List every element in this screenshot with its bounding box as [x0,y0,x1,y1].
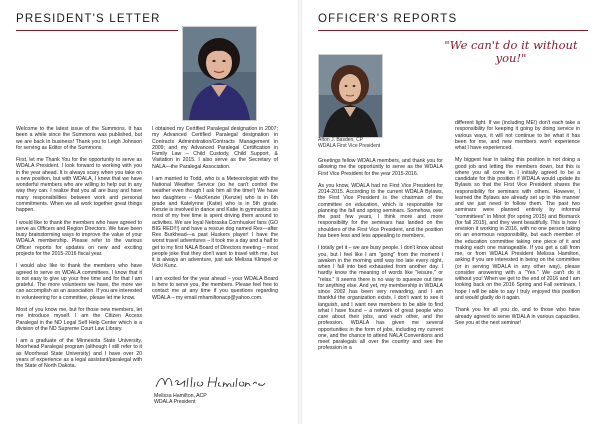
officers-reports-page [302,0,600,424]
caption-name: Afton J. Basden, CP [318,137,364,143]
signature-block [154,393,284,406]
photo-caption [318,137,418,149]
paragraph: I would like to thank the members who have agreed to serve as Officers and Region Directors. We have been busy brainstorming ways to improve the value of your WDALA membership. Please refer to the various Officer reports for updates on new and exciting projects for the 2015-2016 fiscal year. [16,219,142,257]
page-title: PRESIDENT'S LETTER [16,13,161,25]
paragraph: As you know, WDALA had no First Vice President for 2014-2015. According to the current WDALA Bylaws, the First Vice President is the chairman of the committee on education, which is responsible for planning the fall and spring seminars. Somehow, over the past few years, I think more and more responsibility for the seminars has landed on the shoulders of the First Vice President, and the position has been less and less appealing to members. [318,182,443,239]
paragraph: Greetings fellow WDALA members, and thank you for allowing me the opportunity to serve as the WDALA First Vice President for the year 2015-2016. [318,158,443,177]
handwritten-signature [154,373,272,391]
paragraph: Welcome to the latest issue of the Summons. It has been a while since the Summons was published, but we are back in business! Thank you to Leigh Johnson for serving as Editor of the Summons. [16,126,142,151]
portrait-photo [183,27,256,120]
paragraph: I am excited for the year ahead – your WDALA Board is here to serve you, the members. Please feel free to contact me at any time if you questions regarding WDALA – my email mhamiltonacp@yahoo.com. [152,275,278,301]
pull-quote: "We can't do it without you!" [444,38,578,65]
presidents-letter-page [0,0,298,424]
paragraph: I am a graduate of the Minnesota State University, Moorhead Paralegal program (although I still refer to it as Moorhead State University) and I have over 20 years of experience as a legal assistant/paralegal with the State of North Dakota. [16,338,142,370]
letter-column-2 [152,126,278,307]
caption-title: WDALA First Vice President [318,143,381,150]
president-portrait [182,26,257,121]
paragraph: My biggest fear in taking this position is not doing a good job and letting the members down, but this is where you all come in. I initially agreed to be a candidate for this position if WDALA would update its Bylaws so that the First Vice President shares the responsibility for seminars with others. However, I learned the Bylaws are already set up in this manner and we just need to follow them. The past two seminars were planned entirely by informal "committees" in Minot (for spring 2015) and Bismarck (for fall 2015), and they went beautifully. This is how I envision it working in 2016, with no one person taking on an enormous responsibility, but each member of the education committee taking one piece of it and making each one manageable. If you get a call from me, or from WDALA President Melissa Hamilton, asking if you are interested in being on the committee (or in serving WDALA in any other way), please consider answering with a "Yes." We can't do it without you! When we get to the end of 2016 and I am looking back on the 2016 Spring and Fall seminars, I hope I will be able to say I truly enjoyed this position and would gladly do it again. [455,157,580,301]
paragraph: I totally get it – we are busy people. I don't know about you, but I feel like I am "going" from the moment I awaken in the morning until way too late every night, when I fall into bed exhausted from another day. I hardly know the meaning of words like "leisure," or "relax." It seems there is no way to squeeze out time for anything else. And yet, my membership in WDALA since 2002 has been very rewarding, and I am thankful the organization exists. I don't want to see it languish, and I want new members to be able to find what I have found – a network of great people who care about their jobs, and each other, and the profession. WDALA has given me several opportunities in the form of jobs, including my current one, and the chance to attend NALA Conventions and meet paralegals all over the country and see the profession in a [318,245,443,352]
signature-title: WDALA President [154,399,196,406]
portrait-photo [319,55,382,137]
page-title: OFFICER'S REPORTS [318,13,458,25]
paragraph: Most of you know me, but for those new members, let me introduce myself. I am the Citizen Access Paralegal in the ND Legal Self Help Center which is a division of the ND Supreme Court Law Library. [16,307,142,332]
paragraph: different light. If we (including ME!) don't each take a responsibility for keeping it going by doing service in various ways, it will not continue to be what it has been for me, and new members won't experience what I have experienced. [455,120,580,151]
letter-column-1 [16,126,142,376]
title-rule [16,30,178,31]
signature-name: Melissa Hamilton, ACP [154,393,207,399]
paragraph: I would also like to thank the members who have agreed to serve on WDALA committees. I know that it is not easy to give up your free time and for that I am grateful. The more volunteers we have, the more we can accomplish as an association. If you are interested in volunteering for a committee, please let me know. [16,263,143,301]
report-column-2 [455,120,580,332]
paragraph: First, let me Thank You for the opportunity to serve as WDALA President. I look forward to working with you in the year ahead. It is always scary when you take on a new position, but with WDALA, I knew that we have wonderful members who are willing to help out in any way they can. I realize that you all are busy and have many responsibilities between work and personal commitments. When we all work together great things happen. [16,157,142,214]
title-rule [318,30,588,31]
report-column-1 [318,158,443,358]
paragraph: Thank you for all you do, and to those who have already agreed to serve WDALA in various capacities. See you at the next seminar! [455,307,580,326]
vice-president-portrait [318,54,383,138]
paragraph: I am married to Todd, who is a Meteorologist with the National Weather Service (so he can't control the weather even though I ask him all the time!) We have two daughters – MacKenzie (Kenzie) who is in 6th grade and Katelynne (Katie) who is in 5th grade. Kenzie is involved in dance and Katie in gymnastics so most of my free time is spent driving them around to activities. We are loyal Nebraska Cornhusker fans (GO BIG RED!!!) and have a rescue dog named Rex—after Rex Burkhead—a past Huskers player! I have the worst travel adventures – it took me a day and a half to get to my first NALA Board of Directors meeting – most people joke that they don't want to travel with me, but it is always an adventure, just ask Melissa Klimpel or Vicki Kunz. [152,175,279,270]
paragraph: I obtained my Certified Paralegal designation in 2007; my Advanced Certified Paralegal designation in Contracts Administration/Contracts Management in 2009; and my Advanced Paralegal Certification in Family Law – Child Custody, Child Support, & Visitation in 2015. I also serve as the Secretary of NALA—the Paralegal Association. [152,126,278,170]
